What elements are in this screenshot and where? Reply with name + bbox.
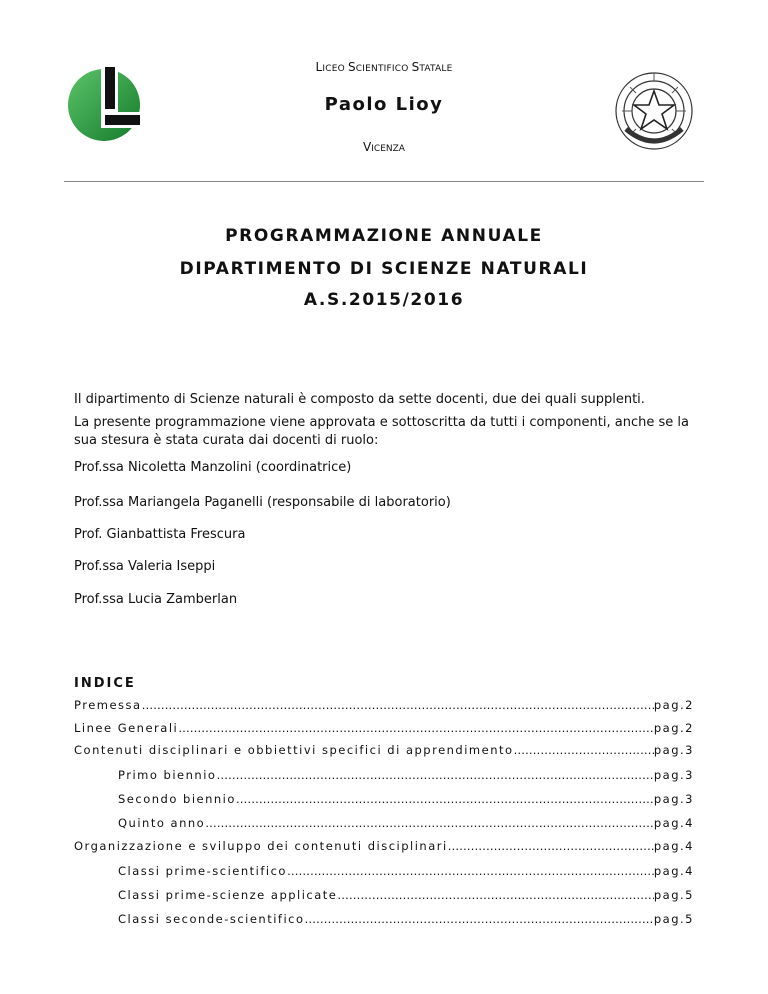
toc-leader — [305, 912, 654, 926]
toc-entry[interactable] — [74, 698, 694, 714]
toc-label: Secondo biennio — [118, 792, 236, 806]
index-heading: INDICE — [74, 676, 136, 691]
toc-page: pag.4 — [653, 864, 694, 878]
member-name: Prof.ssa Nicoletta Manzolini (coordinatrice) — [74, 460, 352, 475]
toc-leader — [178, 721, 654, 735]
toc-page: pag.4 — [653, 839, 694, 853]
department-title: DIPARTIMENTO DI SCIENZE NATURALI — [179, 259, 589, 279]
toc-entry[interactable] — [74, 839, 694, 855]
toc-page: pag.3 — [653, 792, 694, 806]
toc-leader — [205, 816, 654, 830]
member-name: Prof.ssa Lucia Zamberlan — [74, 592, 238, 607]
toc-leader — [142, 698, 654, 712]
school-year: A.S.2015/2016 — [303, 290, 465, 310]
school-city: VICENZA — [363, 140, 405, 154]
toc-page: pag.5 — [653, 912, 694, 926]
intro-paragraph: Il dipartimento di Scienze naturali è composto da sette docenti, due dei quali supplenti. — [74, 392, 645, 407]
toc-page: pag.3 — [653, 768, 694, 782]
toc-leader — [236, 792, 654, 806]
toc-entry[interactable] — [118, 912, 694, 928]
toc-label: Classi prime-scientifico — [118, 864, 287, 878]
school-type: LICEO SCIENTIFICO STATALE — [315, 60, 453, 74]
toc-page: pag.4 — [653, 816, 694, 830]
toc-page: pag.3 — [653, 743, 694, 757]
toc-label: Premessa — [74, 698, 142, 712]
school-name: Paolo Lioy — [324, 94, 444, 115]
member-name: Prof.ssa Valeria Iseppi — [74, 559, 216, 574]
toc-leader — [448, 839, 654, 853]
intro-paragraph: La presente programmazione viene approvata e sottoscritta da tutti i componenti, anche se la sua stesura è stata curata dai docenti di ruolo: — [74, 415, 689, 448]
toc-label: Primo biennio — [118, 768, 217, 782]
toc-leader — [514, 743, 654, 757]
member-name: Prof. Gianbattista Frescura — [74, 527, 246, 542]
toc-entry[interactable] — [74, 721, 694, 737]
toc-label: Organizzazione e sviluppo dei contenuti disciplinari — [74, 839, 448, 853]
toc-page: pag.2 — [653, 721, 694, 735]
toc-leader — [287, 864, 654, 878]
toc-label: Contenuti disciplinari e obbiettivi specifici di apprendimento — [74, 743, 514, 757]
member-name: Prof.ssa Mariangela Paganelli (responsabile di laboratorio) — [74, 495, 451, 510]
toc-label: Classi prime-scienze applicate — [118, 888, 338, 902]
toc-entry[interactable] — [118, 792, 694, 808]
toc-entry[interactable] — [118, 816, 694, 832]
toc-page: pag.5 — [653, 888, 694, 902]
toc-label: Linee Generali — [74, 721, 179, 735]
toc-leader — [337, 888, 653, 902]
header-divider — [64, 181, 704, 182]
toc-label: Quinto anno — [118, 816, 206, 830]
toc-entry[interactable] — [118, 864, 694, 880]
toc-entry[interactable] — [118, 768, 694, 784]
toc-entry[interactable] — [118, 888, 694, 904]
toc-page: pag.2 — [653, 698, 694, 712]
toc-leader — [216, 768, 653, 782]
toc-entry[interactable] — [74, 743, 694, 759]
toc-label: Classi seconde-scientifico — [118, 912, 305, 926]
document-title: PROGRAMMAZIONE ANNUALE — [225, 226, 543, 246]
